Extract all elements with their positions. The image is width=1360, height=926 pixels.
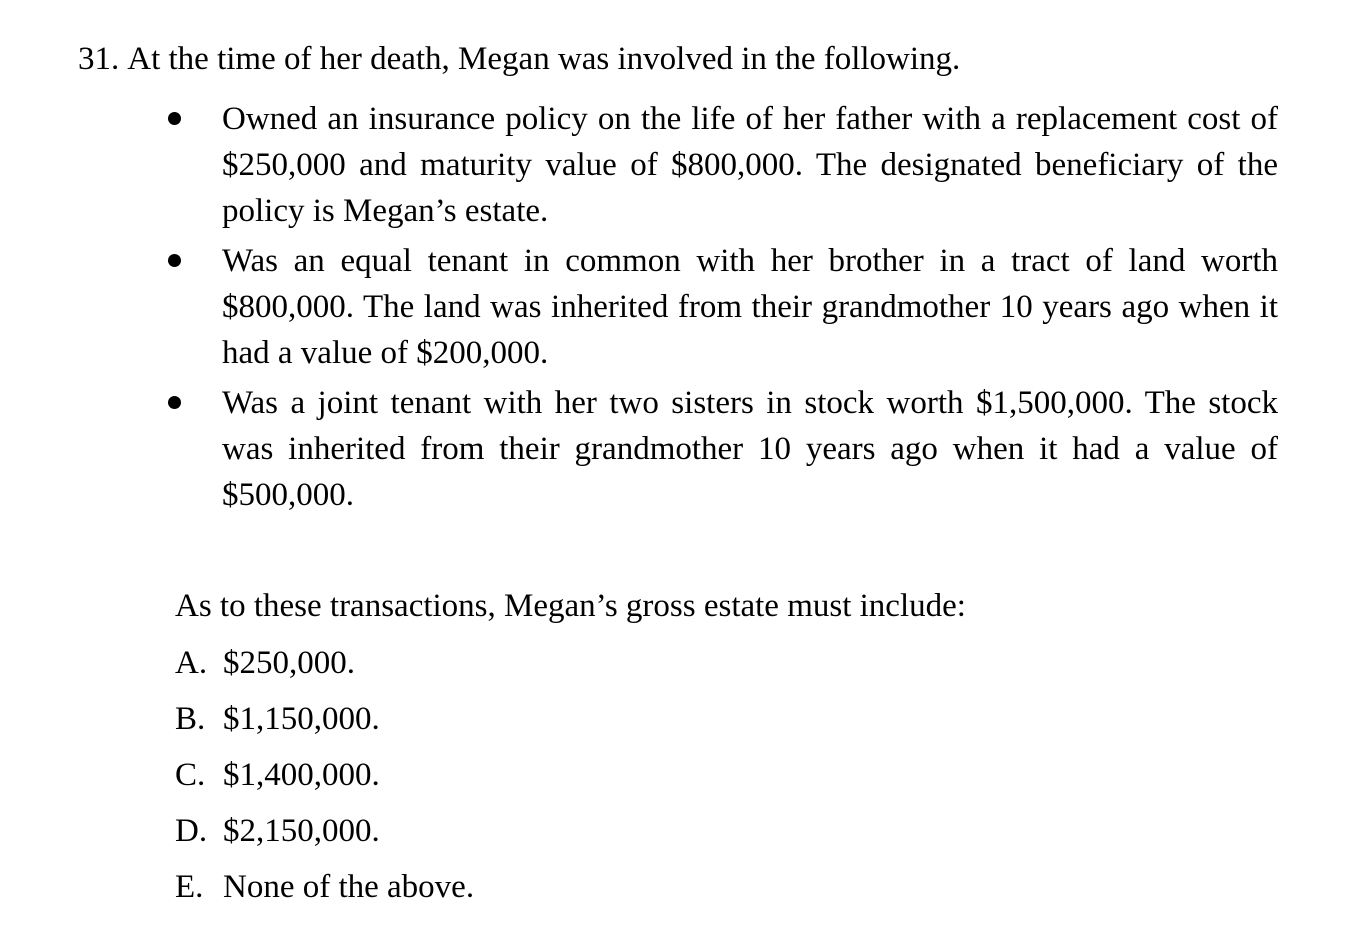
fact-text: Was a joint tenant with her two sisters in stock worth $1,500,000. The stock was inherited from their grandmother 10 years ago when it had a value of $500,000. [222, 385, 1278, 513]
answer-choice-e [175, 866, 474, 922]
facts-list [168, 96, 1278, 522]
choice-letter: A. [175, 645, 208, 681]
answer-choices [175, 642, 474, 922]
bullet-icon [168, 96, 222, 125]
choice-letter: B. [175, 701, 206, 737]
choice-text: $1,150,000. [223, 701, 380, 737]
choice-text: None of the above. [223, 869, 475, 905]
list-item [168, 380, 1278, 518]
choice-text: $2,150,000. [223, 813, 380, 849]
choice-text: $1,400,000. [223, 757, 380, 793]
bullet-icon [168, 238, 222, 267]
choice-text: $250,000. [223, 645, 355, 681]
question-stem-line [78, 38, 960, 80]
choice-letter: D. [175, 813, 208, 849]
list-item [168, 238, 1278, 376]
fact-text: Owned an insurance policy on the life of her father with a replacement cost of $250,000 and maturity value of $800,000. The designated beneficiary of the policy is Megan’s estate. [222, 101, 1278, 229]
list-item [168, 96, 1278, 234]
choice-letter: C. [175, 757, 206, 793]
fact-text: Was an equal tenant in common with her brother in a tract of land worth $800,000. The land was inherited from their grandmother 10 years ago when it had a value of $200,000. [222, 243, 1278, 371]
answer-choice-a [175, 642, 474, 698]
answer-choice-b [175, 698, 474, 754]
question-prompt: As to these transactions, Megan’s gross estate must include: [175, 588, 966, 624]
question-stem: At the time of her death, Megan was involved in the following. [127, 41, 961, 77]
bullet-icon [168, 380, 222, 409]
choice-letter: E. [175, 869, 204, 905]
question-number: 31. [78, 41, 120, 77]
answer-choice-d [175, 810, 474, 866]
answer-choice-c [175, 754, 474, 810]
